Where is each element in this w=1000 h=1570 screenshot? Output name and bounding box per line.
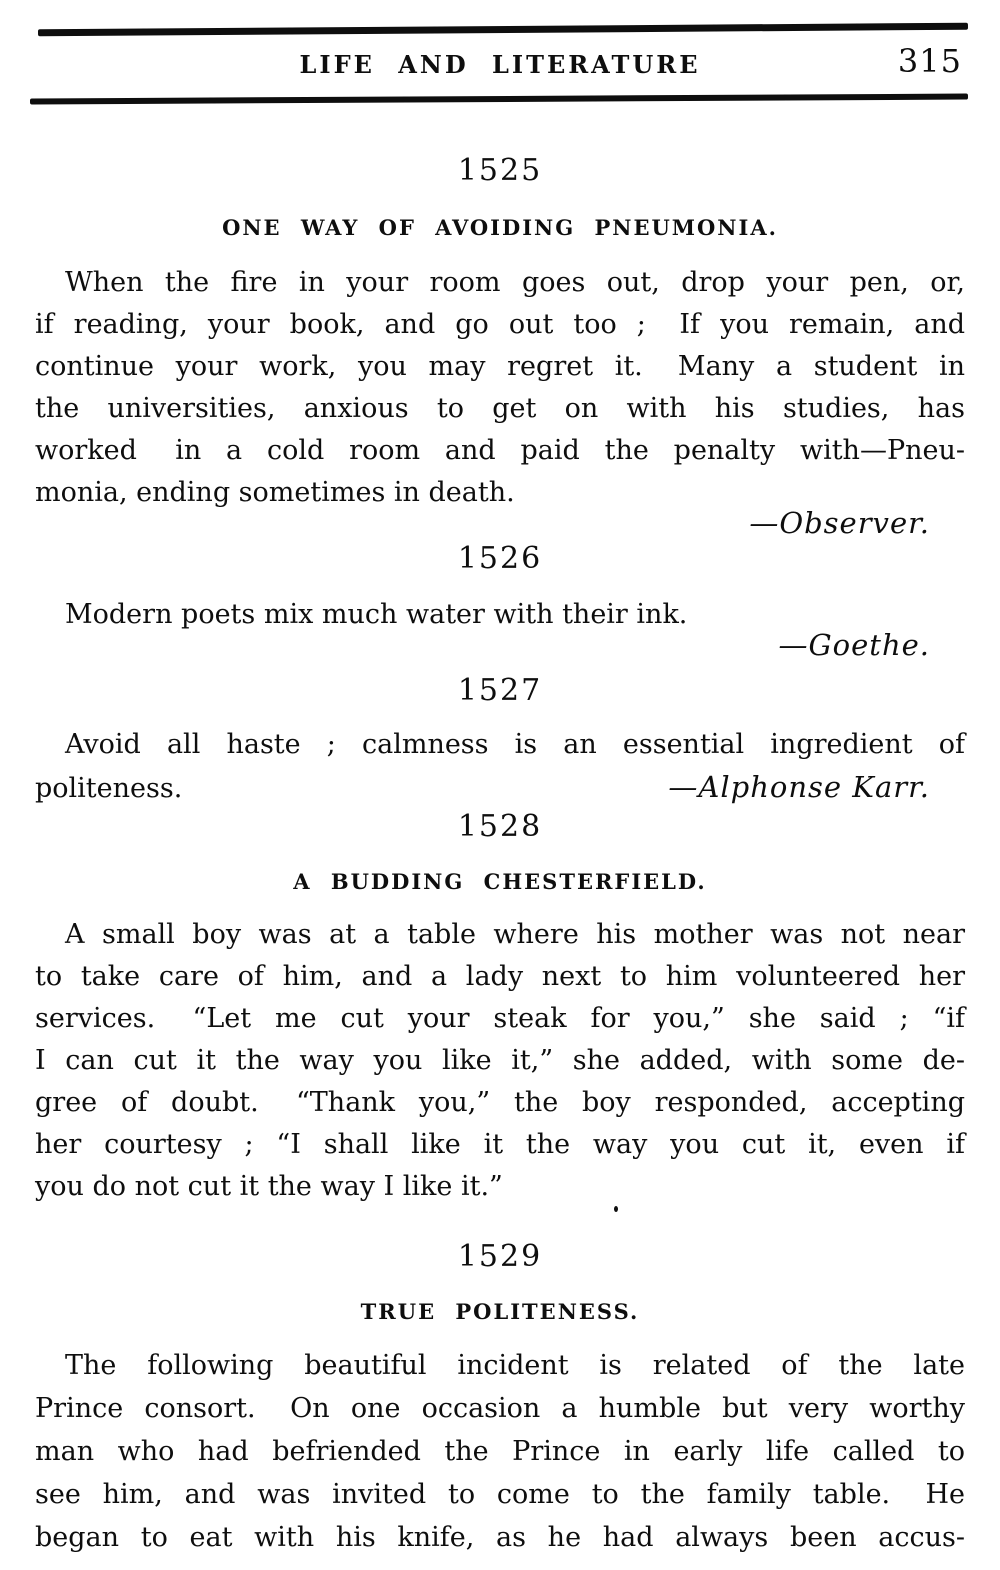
text-line: When the fire in your room goes out, drop your pen, or,	[65, 267, 965, 298]
section-number: 1528	[457, 809, 543, 844]
text-line: A small boy was at a table where his mother was not near	[65, 919, 965, 950]
text-line: worked in a cold room and paid the penalty with—Pneu-	[35, 435, 965, 466]
paragraph	[35, 724, 965, 766]
text-column	[35, 140, 965, 1559]
text-line: Avoid all haste ; calmness is an essential ingredient of	[65, 729, 965, 760]
paragraph-end-text: politeness.	[35, 773, 183, 804]
text-line: services. “Let me cut your steak for you,” she said ; “if	[35, 1003, 965, 1034]
running-head-title: LIFE AND LITERATURE	[299, 50, 701, 79]
text-line: Modern poets mix much water with their ink.	[65, 599, 688, 630]
text-line: man who had befriended the Prince in early life called to	[35, 1436, 965, 1467]
text-line: continue your work, you may regret it. Many a student in	[35, 351, 965, 382]
text-line: to take care of him, and a lady next to him volunteered her	[35, 961, 965, 992]
text-line: began to eat with his knife, as he had always been accus-	[35, 1522, 965, 1553]
ink-speck	[614, 1206, 618, 1212]
text-line: the universities, anxious to get on with his studies, has	[35, 393, 965, 424]
text-line: monia, ending sometimes in death.	[35, 477, 515, 508]
paragraph	[35, 914, 965, 1208]
section-number: 1529	[457, 1239, 543, 1274]
text-line: see him, and was invited to come to the family table. He	[35, 1479, 965, 1510]
text-line: you do not cut it the way I like it.”	[35, 1171, 503, 1202]
text-line: if reading, your book, and go out too ; If you remain, and	[35, 309, 965, 340]
section-number: 1527	[457, 673, 543, 708]
paragraph	[35, 1344, 965, 1559]
page-number: 315	[897, 42, 962, 80]
attribution: —Observer.	[749, 506, 930, 540]
section-number: 1526	[457, 541, 543, 576]
text-line: The following beautiful incident is related of the late	[65, 1350, 965, 1381]
text-line: gree of doubt. “Thank you,” the boy responded, accepting	[35, 1087, 965, 1118]
section-number: 1525	[457, 153, 543, 188]
top-rule	[38, 23, 968, 36]
attribution: —Goethe.	[778, 628, 930, 662]
section-heading: TRUE POLITENESS.	[360, 1299, 640, 1324]
header-rule	[30, 94, 968, 105]
text-line: Prince consort. On one occasion a humble but very worthy	[35, 1393, 965, 1424]
section-heading: A BUDDING CHESTERFIELD.	[293, 869, 707, 894]
paragraph	[35, 262, 965, 514]
attribution: —Alphonse Karr.	[668, 770, 930, 804]
text-line: I can cut it the way you like it,” she added, with some de-	[35, 1045, 965, 1076]
text-line: her courtesy ; “I shall like it the way you cut it, even if	[35, 1129, 965, 1160]
text-line	[35, 766, 965, 810]
section-heading: ONE WAY OF AVOIDING PNEUMONIA.	[222, 215, 778, 240]
